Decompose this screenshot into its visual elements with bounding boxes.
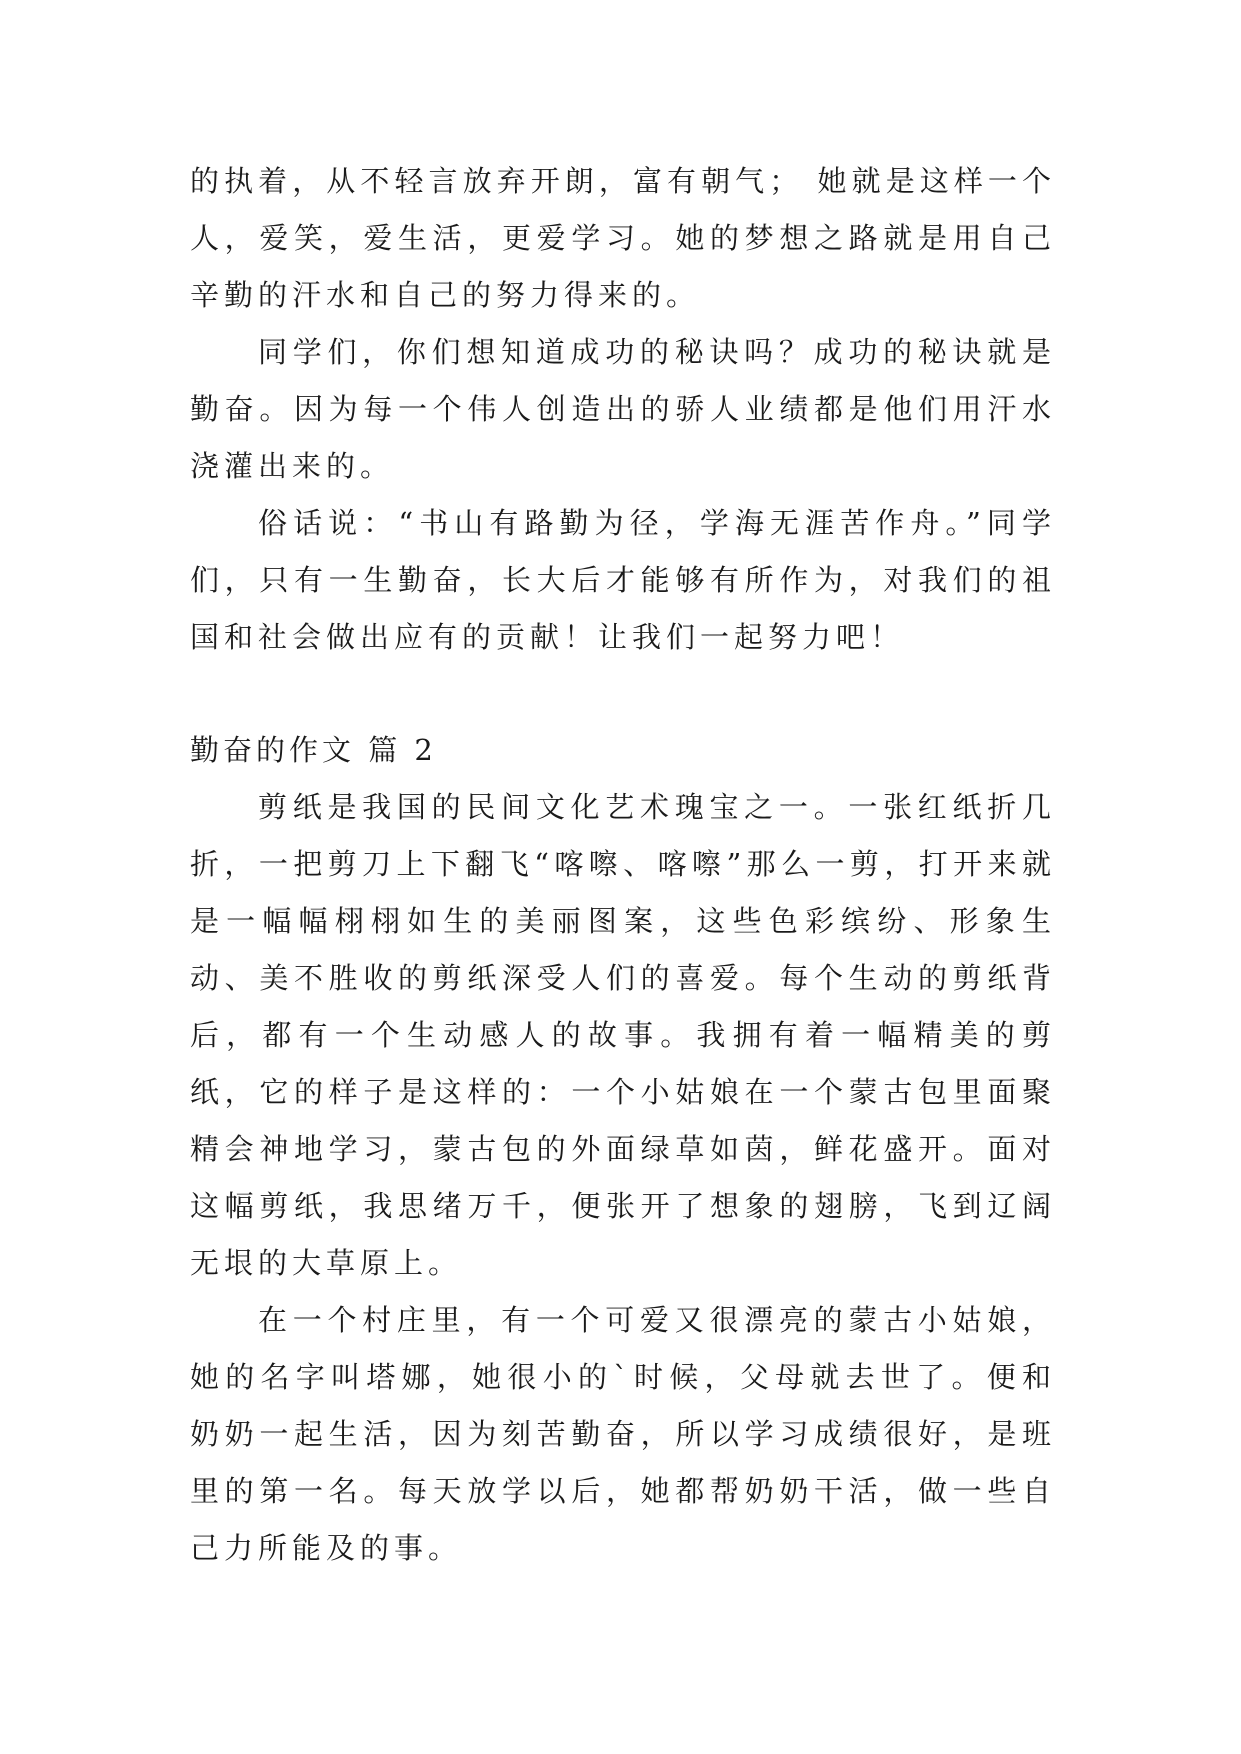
paragraph: 在一个村庄里，有一个可爱又很漂亮的蒙古小姑娘，她的名字叫塔娜，她很小的`时候，父母就去世了。便和奶奶一起生活，因为刻苦勤奋，所以学习成绩很好，是班里的第一名。每天放学以后，她都帮奶奶干活，做一些自己力所能及的事。 [190,1303,1056,1565]
paragraph: 俗话说：“书山有路勤为径，学海无涯苦作舟。”同学们，只有一生勤奋，长大后才能够有所作为，对我们的祖国和社会做出应有的贡献！让我们一起努力吧！ [190,506,1056,654]
paragraph: 剪纸是我国的民间文化艺术瑰宝之一。一张红纸折几折，一把剪刀上下翻飞“喀嚓、喀嚓”那么一剪，打开来就是一幅幅栩栩如生的美丽图案，这些色彩缤纷、形象生动、美不胜收的剪纸深受人们的喜爱。每个生动的剪纸背后，都有一个生动感人的故事。我拥有着一幅精美的剪纸，它的样子是这样的：一个小姑娘在一个蒙古包里面聚精会神地学习，蒙古包的外面绿草如茵，鲜花盛开。面对这幅剪纸，我思绪万千，便张开了想象的翅膀，飞到辽阔无垠的大草原上。 [190,790,1056,1280]
paragraph: 同学们，你们想知道成功的秘诀吗？成功的秘诀就是勤奋。因为每一个伟人创造出的骄人业绩都是他们用汗水浇灌出来的。 [190,335,1056,483]
document-page [190,153,1056,1577]
paragraph-continued: 的执着，从不轻言放弃开朗，富有朝气； 她就是这样一个人，爱笑，爱生活，更爱学习。她的梦想之路就是用自己辛勤的汗水和自己的努力得来的。 [190,164,1056,312]
section-heading: 勤奋的作文 篇 2 [190,733,437,767]
